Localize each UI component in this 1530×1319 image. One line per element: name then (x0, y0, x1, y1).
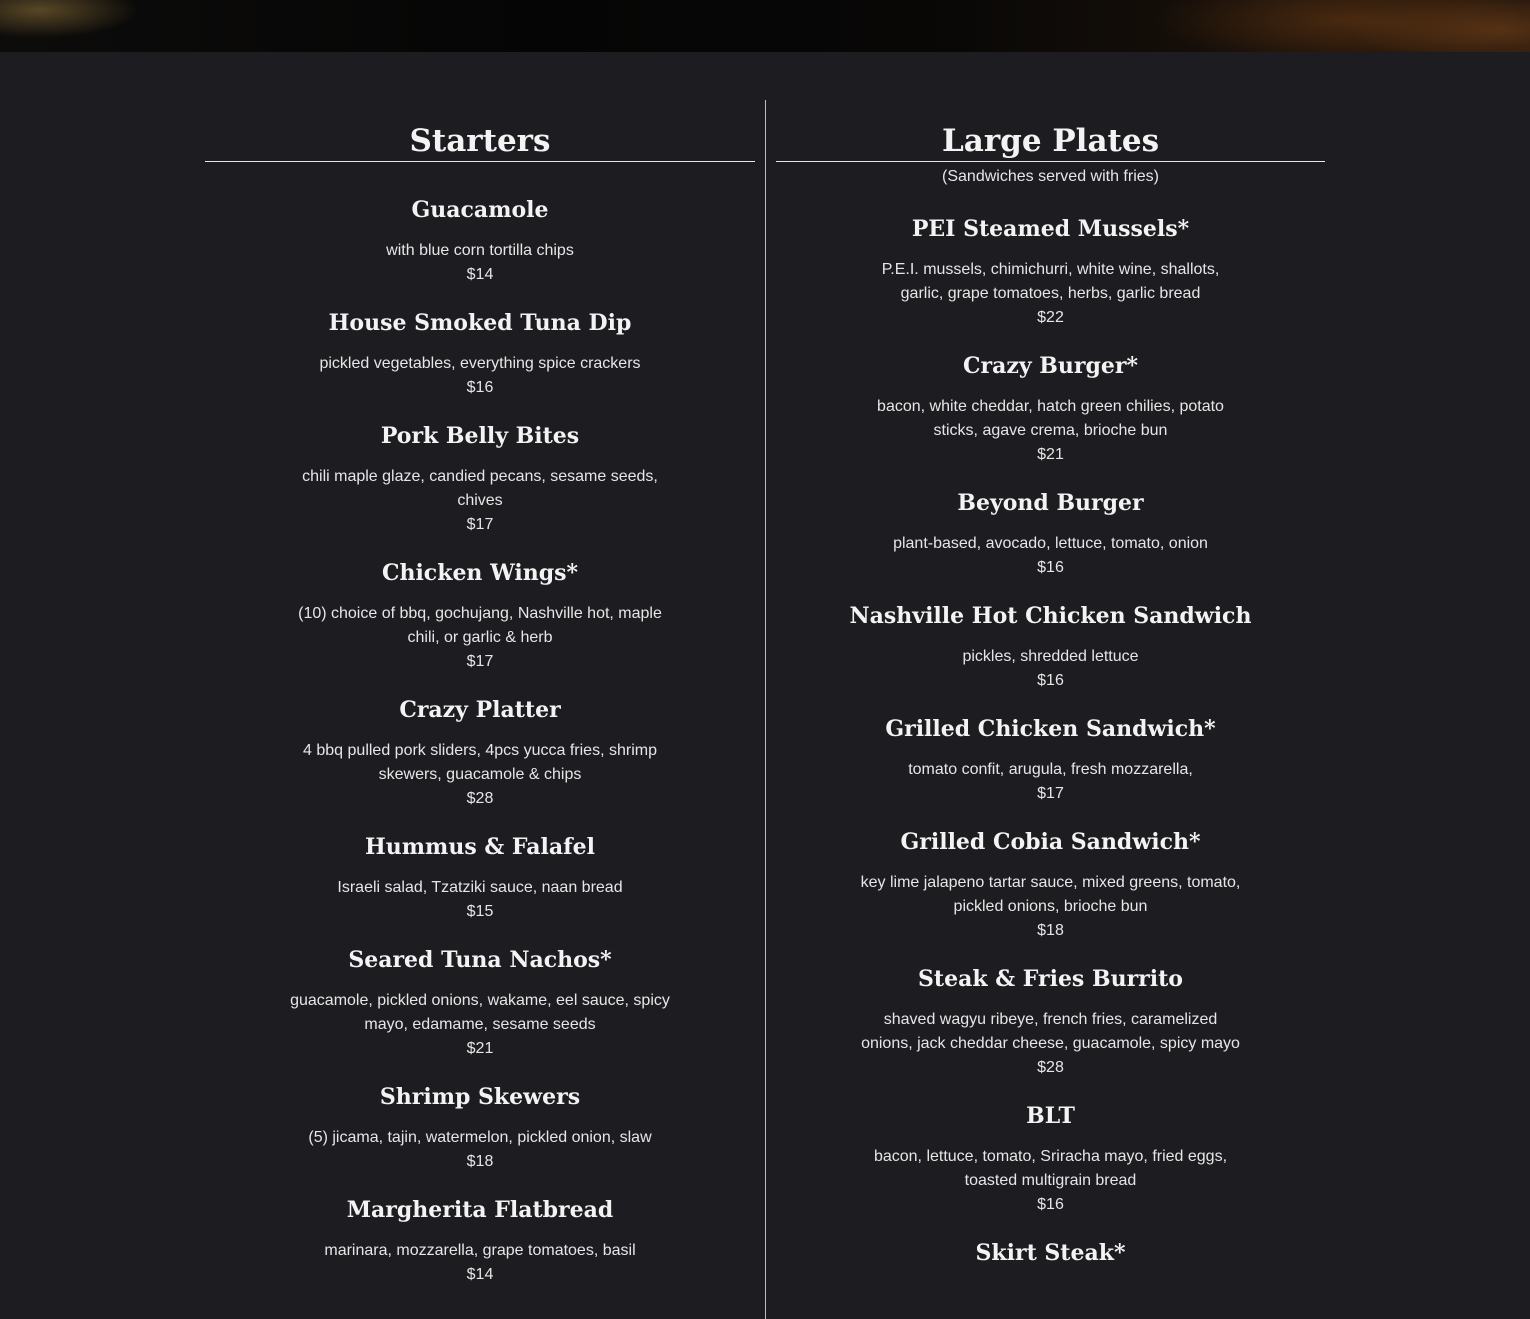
section-title-starters: Starters (205, 122, 755, 162)
item-description: with blue corn tortilla chips (386, 242, 574, 259)
item-name: Pork Belly Bites (380, 423, 580, 449)
section-note: (Sandwiches served with fries) (942, 168, 1159, 185)
item-name: Grilled Cobia Sandwich* (900, 829, 1201, 855)
section-title-large-plates: Large Plates (776, 122, 1325, 162)
menu-item (205, 420, 755, 537)
item-price: $17 (466, 653, 494, 670)
item-name: Steak & Fries Burrito (918, 966, 1183, 992)
menu-item (776, 826, 1325, 943)
menu-item (776, 1237, 1325, 1269)
item-name: Margherita Flatbread (346, 1197, 614, 1223)
item-name: Nashville Hot Chicken Sandwich (849, 603, 1252, 629)
menu-item (205, 944, 755, 1061)
menu-item (205, 831, 755, 924)
menu-item (776, 350, 1325, 467)
menu-item (205, 557, 755, 674)
item-price: $18 (466, 1153, 494, 1170)
item-name: Beyond Burger (957, 490, 1144, 516)
item-price: $14 (466, 1266, 494, 1283)
menu-item (776, 963, 1325, 1080)
menu-item (205, 307, 755, 400)
menu-item (776, 600, 1325, 693)
menu-item (776, 487, 1325, 580)
item-price: $16 (1037, 559, 1064, 576)
item-description: pickled vegetables, everything spice crackers (319, 355, 641, 372)
menu-item (776, 213, 1325, 330)
menu-item (205, 694, 755, 811)
item-description: tomato confit, arugula, fresh mozzarella, (908, 761, 1193, 778)
item-name: Grilled Chicken Sandwich* (885, 716, 1216, 742)
menu-item (205, 1081, 755, 1174)
item-price: $14 (466, 266, 494, 283)
item-description: bacon, white cheddar, hatch green chilies, potato sticks, agave crema, brioche bun (877, 398, 1224, 439)
item-price: $15 (466, 903, 494, 920)
item-name: Hummus & Falafel (364, 834, 595, 860)
item-name: Chicken Wings* (381, 560, 579, 586)
item-name: BLT (1026, 1103, 1075, 1129)
starters-list (205, 194, 755, 1287)
item-price: $16 (1037, 672, 1064, 689)
item-price: $28 (1037, 1059, 1064, 1076)
item-price: $17 (466, 516, 494, 533)
item-description: marinara, mozzarella, grape tomatoes, basil (324, 1242, 636, 1259)
item-price: $21 (1037, 446, 1064, 463)
item-name: Skirt Steak* (975, 1240, 1126, 1266)
large-plates-list (776, 213, 1325, 1269)
hero-image-strip (0, 0, 1530, 52)
item-description: key lime jalapeno tartar sauce, mixed greens, tomato, pickled onions, brioche bun (860, 874, 1241, 915)
menu-item (776, 713, 1325, 806)
starters-column (205, 100, 755, 1307)
column-divider (765, 100, 766, 1319)
menu-item (776, 1100, 1325, 1217)
item-price: $28 (466, 790, 494, 807)
item-description: P.E.I. mussels, chimichurri, white wine, shallots, garlic, grape tomatoes, herbs, garlic bread (881, 261, 1220, 302)
item-name: Guacamole (411, 197, 549, 223)
item-name: Shrimp Skewers (379, 1084, 581, 1110)
item-description: (5) jicama, tajin, watermelon, pickled onion, slaw (308, 1129, 652, 1146)
item-name: Crazy Burger* (963, 353, 1138, 379)
item-price: $22 (1037, 309, 1064, 326)
item-name: Seared Tuna Nachos* (348, 947, 612, 973)
menu-item (205, 1194, 755, 1287)
item-price: $21 (466, 1040, 494, 1057)
item-description: 4 bbq pulled pork sliders, 4pcs yucca fries, shrimp skewers, guacamole & chips (303, 742, 657, 783)
menu-item (205, 194, 755, 287)
item-description: bacon, lettuce, tomato, Sriracha mayo, fried eggs, toasted multigrain bread (873, 1148, 1228, 1189)
item-price: $18 (1037, 922, 1064, 939)
item-price: $16 (1037, 1196, 1064, 1213)
large-plates-column (776, 100, 1325, 1289)
item-description: plant-based, avocado, lettuce, tomato, onion (893, 535, 1208, 552)
item-name: House Smoked Tuna Dip (328, 310, 632, 336)
item-description: chili maple glaze, candied pecans, sesame seeds, chives (302, 468, 658, 509)
item-description: pickles, shredded lettuce (962, 648, 1139, 665)
item-description: Israeli salad, Tzatziki sauce, naan bread (337, 879, 623, 896)
item-description: guacamole, pickled onions, wakame, eel sauce, spicy mayo, edamame, sesame seeds (290, 992, 670, 1033)
item-price: $16 (466, 379, 494, 396)
item-price: $17 (1037, 785, 1064, 802)
item-name: Crazy Platter (399, 697, 561, 723)
item-description: shaved wagyu ribeye, french fries, caramelized onions, jack cheddar cheese, guacamole, spicy mayo (861, 1011, 1240, 1052)
item-name: PEI Steamed Mussels* (911, 216, 1190, 242)
item-description: (10) choice of bbq, gochujang, Nashville hot, maple chili, or garlic & herb (298, 605, 662, 646)
